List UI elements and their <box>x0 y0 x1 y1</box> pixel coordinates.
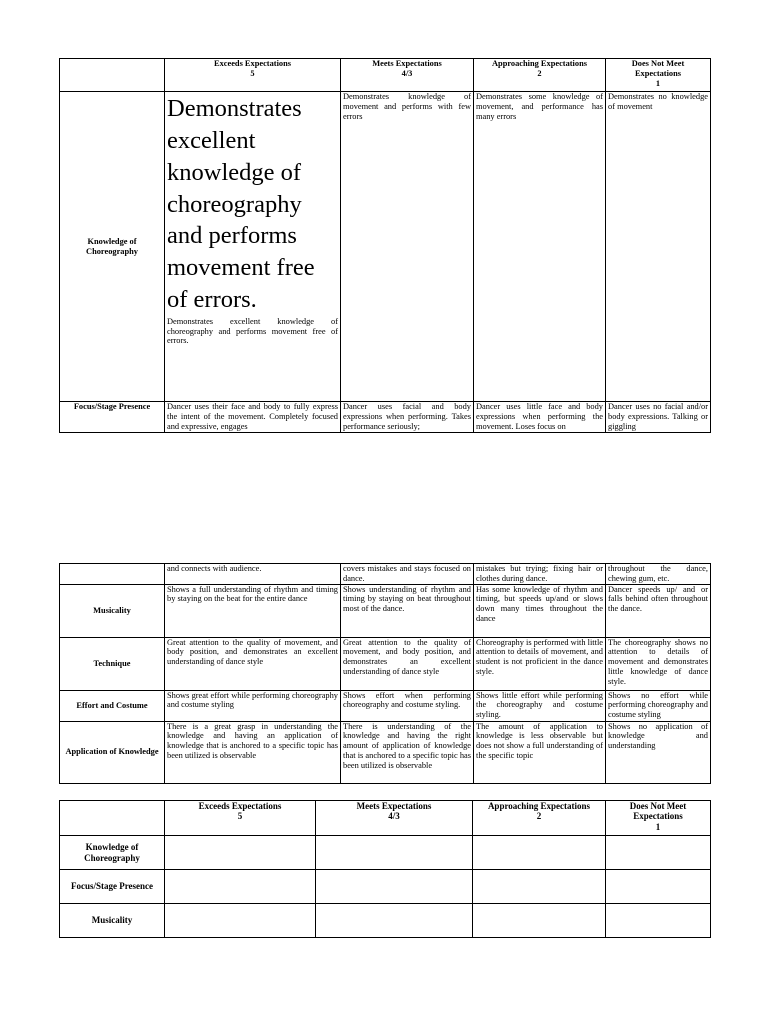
score-header-does-not-meet <box>606 801 711 836</box>
header-approaching-label: Approaching Expectations <box>491 59 587 68</box>
score-header-does-not-meet-score: 1 <box>655 821 661 832</box>
cell-musicality-meets: Shows understanding of rhythm and timing by staying on beat throughout most of the dance. <box>341 584 474 637</box>
score-row-knowledge <box>60 836 711 870</box>
header-exceeds-score: 5 <box>250 68 255 78</box>
cell-technique-does-not-meet: The choreography shows no attention to details of movement and demonstrates little knowledge of dance style. <box>606 637 711 690</box>
row-label-effort: Effort and Costume <box>60 690 165 721</box>
cell-effort-approaching: Shows little effort while performing the choreography and costume styling. <box>474 690 606 721</box>
score-header-meets-label: Meets Expectations <box>356 801 432 811</box>
row-effort-and-costume <box>60 690 711 721</box>
score-row-label-knowledge: Knowledge of Choreography <box>60 836 165 870</box>
row-continuation <box>60 564 711 585</box>
cell-effort-meets: Shows effort when performing choreography and costume styling. <box>341 690 474 721</box>
cell-application-does-not-meet: Shows no application of knowledge and understanding <box>606 721 711 783</box>
header-exceeds <box>165 59 341 92</box>
cell-knowledge-does-not-meet: Demonstrates no knowledge of movement <box>606 92 711 402</box>
score-header-does-not-meet-label: Does Not Meet Expectations <box>629 801 687 822</box>
score-cell-musicality-approaching[interactable] <box>473 904 606 938</box>
score-cell-knowledge-does-not-meet[interactable] <box>606 836 711 870</box>
score-header-exceeds-score: 5 <box>237 811 243 822</box>
row-label-musicality: Musicality <box>60 584 165 637</box>
score-header-meets <box>316 801 473 836</box>
cell-application-exceeds: There is a great grasp in understanding the knowledge and having an application of knowledge that is anchored to a specific topic has been utilized is observable <box>165 721 341 783</box>
score-cell-focus-approaching[interactable] <box>473 870 606 904</box>
header-does-not-meet-label: Does Not Meet Expectations <box>631 59 685 78</box>
header-approaching <box>474 59 606 92</box>
cell-continuation-does-not-meet: throughout the dance, chewing gum, etc. <box>606 564 711 585</box>
rubric-scoring-table <box>59 800 711 938</box>
header-meets-score: 4/3 <box>401 68 413 78</box>
row-label-technique: Technique <box>60 637 165 690</box>
header-row <box>60 59 711 92</box>
continuation-blank-cell <box>60 564 165 585</box>
score-cell-knowledge-approaching[interactable] <box>473 836 606 870</box>
score-cell-knowledge-meets[interactable] <box>316 836 473 870</box>
score-cell-musicality-exceeds[interactable] <box>165 904 316 938</box>
cell-focus-does-not-meet: Dancer uses no facial and/or body expressions. Talking or giggling <box>606 402 711 433</box>
score-header-meets-score: 4/3 <box>388 811 400 822</box>
score-cell-knowledge-exceeds[interactable] <box>165 836 316 870</box>
cell-focus-approaching: Dancer uses little face and body expressions when performing the movement. Loses focus on <box>474 402 606 433</box>
score-header-approaching-label: Approaching Expectations <box>487 801 591 811</box>
cell-focus-exceeds: Dancer uses their face and body to fully express the intent of the movement. Completely focused and expressive, engages <box>165 402 341 433</box>
score-row-label-musicality: Musicality <box>60 904 165 938</box>
score-header-exceeds-label: Exceeds Expectations <box>198 801 282 811</box>
score-header-row <box>60 801 711 836</box>
row-focus-stage-presence <box>60 402 711 433</box>
score-row-label-focus: Focus/Stage Presence <box>60 870 165 904</box>
row-knowledge-of-choreography <box>60 92 711 402</box>
cell-technique-meets: Great attention to the quality of movement, and body position, and demonstrates an excellent understanding of dance style <box>341 637 474 690</box>
header-meets <box>341 59 474 92</box>
header-meets-label: Meets Expectations <box>372 59 442 68</box>
header-does-not-meet-score: 1 <box>655 78 661 88</box>
cell-technique-approaching: Choreography is performed with little attention to details of movement, and student is not proficient in the dance style. <box>474 637 606 690</box>
row-musicality <box>60 584 711 637</box>
cell-knowledge-exceeds <box>165 92 341 402</box>
header-blank-cell <box>60 59 165 92</box>
cell-knowledge-exceeds-text: Demonstrates excellent knowledge of choreography and performs movement free of errors. <box>167 316 338 346</box>
score-cell-focus-does-not-meet[interactable] <box>606 870 711 904</box>
cell-application-approaching: The amount of application to knowledge is less observable but does not show a full understanding of the specific topic <box>474 721 606 783</box>
score-cell-focus-exceeds[interactable] <box>165 870 316 904</box>
cell-musicality-exceeds: Shows a full understanding of rhythm and timing by staying on the beat for the entire dance <box>165 584 341 637</box>
rubric-table-continued <box>59 563 711 784</box>
cell-effort-does-not-meet: Shows no effort while performing choreography and costume styling <box>606 690 711 721</box>
cell-technique-exceeds: Great attention to the quality of movement, and body position, and demonstrates an excellent understanding of dance style <box>165 637 341 690</box>
cell-continuation-meets: covers mistakes and stays focused on dance. <box>341 564 474 585</box>
cell-knowledge-meets: Demonstrates knowledge of movement and performs with few errors <box>341 92 474 402</box>
score-cell-musicality-does-not-meet[interactable] <box>606 904 711 938</box>
score-header-approaching-score: 2 <box>536 811 542 822</box>
cell-continuation-approaching: mistakes but trying; fixing hair or clothes during dance. <box>474 564 606 585</box>
cell-application-meets: There is understanding of the knowledge and having the right amount of application of knowledge that is anchored to a specific topic has been utilized is observable <box>341 721 474 783</box>
score-cell-musicality-meets[interactable] <box>316 904 473 938</box>
row-technique <box>60 637 711 690</box>
cell-musicality-approaching: Has some knowledge of rhythm and timing, but speeds up/and or slows down many times throughout the dance <box>474 584 606 637</box>
score-row-musicality <box>60 904 711 938</box>
score-row-focus <box>60 870 711 904</box>
cell-knowledge-approaching: Demonstrates some knowledge of movement, and performance has many errors <box>474 92 606 402</box>
header-approaching-score: 2 <box>537 68 542 78</box>
rubric-table-top <box>59 58 711 433</box>
score-header-blank-cell <box>60 801 165 836</box>
cell-continuation-exceeds: and connects with audience. <box>165 564 341 585</box>
score-header-approaching <box>473 801 606 836</box>
row-application-of-knowledge <box>60 721 711 783</box>
header-does-not-meet <box>606 59 711 92</box>
score-cell-focus-meets[interactable] <box>316 870 473 904</box>
score-header-exceeds <box>165 801 316 836</box>
cell-focus-meets: Dancer uses facial and body expressions when performing. Takes performance seriously; <box>341 402 474 433</box>
row-label-knowledge: Knowledge of Choreography <box>60 92 165 402</box>
header-exceeds-label: Exceeds Expectations <box>214 59 291 68</box>
row-label-focus: Focus/Stage Presence <box>60 402 165 433</box>
cell-musicality-does-not-meet: Dancer speeds up/ and or falls behind often throughout the dance. <box>606 584 711 637</box>
cell-effort-exceeds: Shows great effort while performing choreography and costume styling <box>165 690 341 721</box>
cell-knowledge-exceeds-large-text: Demonstrates excellent knowledge of choreography and performs movement free of errors. <box>167 95 315 314</box>
row-label-application: Application of Knowledge <box>60 721 165 783</box>
